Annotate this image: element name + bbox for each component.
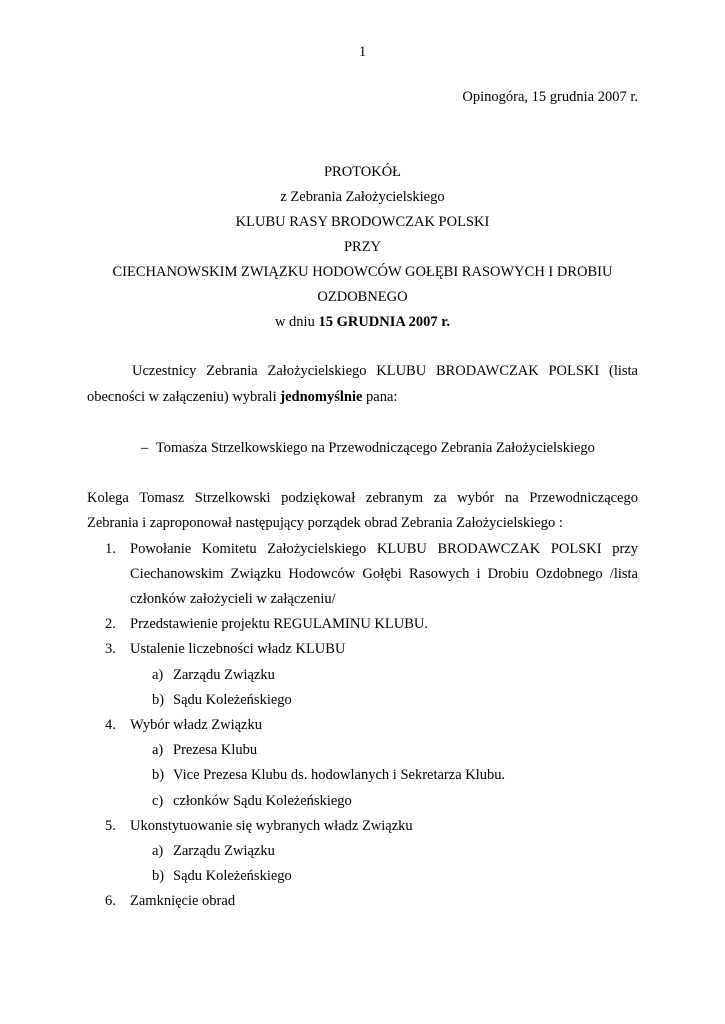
place-date: Opinogóra, 15 grudnia 2007 r. (462, 89, 638, 105)
list-item-text: Zamknięcie obrad (130, 893, 236, 909)
list-item-text: członków założycieli w załączeniu/ (130, 591, 336, 607)
intro-bold: jednomyślnie (280, 389, 363, 405)
sub-item-text: członków Sądu Koleżeńskiego (173, 793, 352, 809)
sub-letter: c) (152, 793, 164, 809)
heading-date-bold: 15 GRUDNIA 2007 r. (318, 314, 451, 330)
sub-letter: b) (152, 868, 165, 884)
chair-item (141, 440, 595, 457)
heading-title: PROTOKÓŁ (323, 164, 402, 180)
list-number: 4. (105, 717, 116, 733)
dash-bullet: – (141, 440, 149, 456)
agenda-intro-line: Zebrania i zaproponował następujący porządek obrad Zebrania Założycielskiego : (87, 515, 563, 531)
list-number: 2. (105, 616, 116, 632)
sub-letter: a) (152, 843, 164, 859)
intro-text: pana: (362, 389, 398, 405)
sub-letter: a) (152, 667, 164, 683)
list-number: 1. (105, 541, 116, 557)
list-item-text: Ukonstytuowanie się wybranych władz Związku (130, 818, 413, 834)
intro-line (87, 389, 397, 406)
list-item-text: Przedstawienie projektu REGULAMINU KLUBU. (130, 616, 429, 632)
sub-item-text: Sądu Koleżeńskiego (173, 868, 292, 884)
sub-letter: b) (152, 767, 165, 783)
list-item-text: Ciechanowskim Związku Hodowców Gołębi Rasowych i Drobiu Ozdobnego /lista (130, 566, 638, 582)
list-item-text: Powołanie Komitetu Założycielskiego KLUBU BRODAWCZAK POLSKI przy (130, 541, 638, 557)
heading-line: KLUBU RASY BRODOWCZAK POLSKI (235, 214, 490, 230)
heading-line: CIECHANOWSKIM ZWIĄZKU HODOWCÓW GOŁĘBI RASOWYCH I DROBIU (112, 264, 613, 280)
sub-letter: b) (152, 692, 165, 708)
sub-item-text: Prezesa Klubu (173, 742, 258, 758)
intro-text: obecności w załączeniu) wybrali (87, 389, 281, 405)
sub-item-text: Vice Prezesa Klubu ds. hodowlanych i Sekretarza Klubu. (173, 767, 506, 783)
sub-item-text: Zarządu Związku (173, 843, 275, 859)
heading-date-prefix: w dniu (274, 314, 319, 330)
sub-item-text: Zarządu Związku (173, 667, 275, 683)
sub-item-text: Sądu Koleżeńskiego (173, 692, 292, 708)
agenda-intro-line: Kolega Tomasz Strzelkowski podziękował zebranym za wybór na Przewodniczącego (87, 490, 638, 506)
sub-letter: a) (152, 742, 164, 758)
intro-line: Uczestnicy Zebrania Założycielskiego KLUBU BRODAWCZAK POLSKI (lista (132, 363, 638, 379)
heading-line: PRZY (343, 239, 382, 255)
list-number: 6. (105, 893, 116, 909)
chair-text: Tomasza Strzelkowskiego na Przewodniczącego Zebrania Założycielskiego (155, 440, 595, 456)
page-number: 1 (358, 44, 367, 60)
heading-line: z Zebrania Założycielskiego (280, 189, 445, 205)
list-number: 3. (105, 641, 116, 657)
heading-date-line (0, 314, 725, 331)
list-item-text: Wybór władz Związku (130, 717, 262, 733)
list-number: 5. (105, 818, 116, 834)
list-item-text: Ustalenie liczebności władz KLUBU (130, 641, 346, 657)
heading-line: OZDOBNEGO (317, 289, 408, 305)
